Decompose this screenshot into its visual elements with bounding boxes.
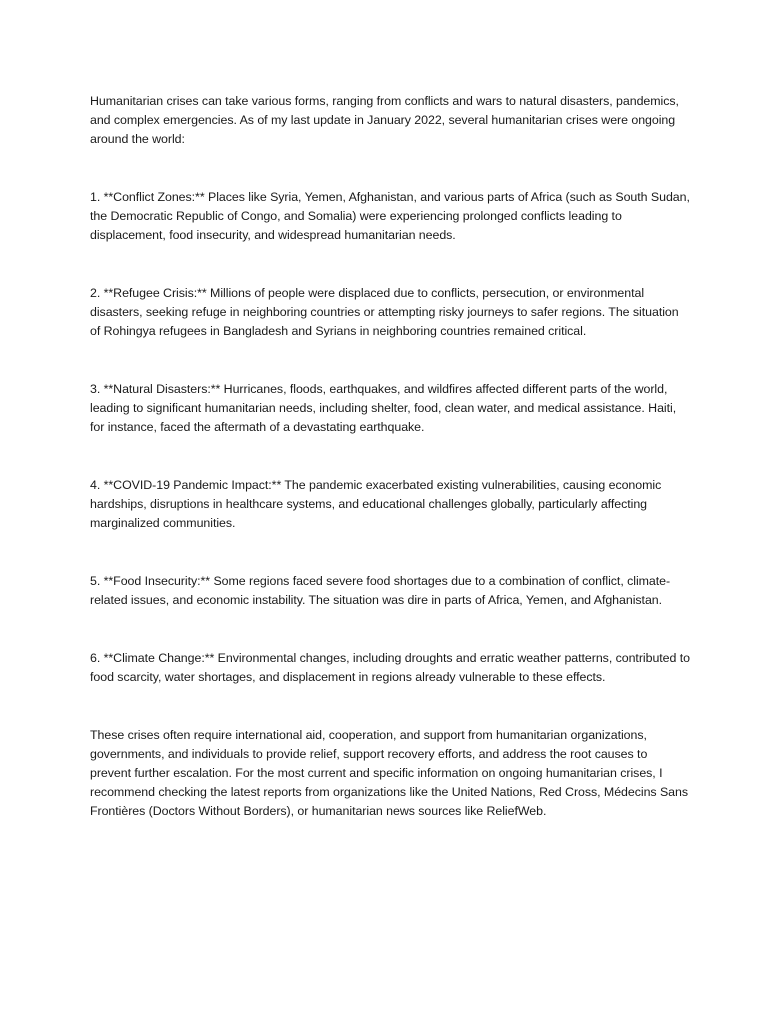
- list-item-climate-change: 6. **Climate Change:** Environmental changes, including droughts and erratic weather patterns, contributed to food scarcity, water shortages, and displacement in regions already vulnerable to these effects.: [90, 650, 690, 684]
- paragraph-gap: [90, 150, 690, 188]
- paragraph-gap: [90, 342, 690, 380]
- list-item-refugee-crisis: 2. **Refugee Crisis:** Millions of people were displaced due to conflicts, persecution, or environmental disasters, seeking refuge in neighboring countries or attempting risky journeys to safer regions. The situation of Rohingya refugees in Bangladesh and Syrians in neighboring countries remained critical.: [90, 286, 679, 339]
- list-item-food-insecurity: 5. **Food Insecurity:** Some regions faced severe food shortages due to a combination of conflict, climate-related issues, and economic instability. The situation was dire in parts of Africa, Yemen, and Afghanistan.: [90, 574, 671, 608]
- paragraph-gap: [90, 610, 690, 648]
- list-item-natural-disasters: 3. **Natural Disasters:** Hurricanes, floods, earthquakes, and wildfires affected different parts of the world, leading to significant humanitarian needs, including shelter, food, clean water, and medical assistance. Haiti, for instance, faced the aftermath of a devastating earthquake.: [90, 382, 677, 435]
- paragraph-gap: [90, 687, 690, 725]
- list-item-covid-impact: 4. **COVID-19 Pandemic Impact:** The pandemic exacerbated existing vulnerabilities, causing economic hardships, disruptions in healthcare systems, and educational challenges globally, particularly affecting marginalized communities.: [90, 478, 662, 531]
- paragraph-gap: [90, 438, 690, 476]
- intro-paragraph: Humanitarian crises can take various forms, ranging from conflicts and wars to natural disasters, pandemics, and complex emergencies. As of my last update in January 2022, several humanitarian crises were ongoing around the world:: [90, 94, 679, 147]
- conclusion-paragraph: These crises often require international aid, cooperation, and support from humanitarian organizations, governments, and individuals to provide relief, support recovery efforts, and address the root causes to prevent further escalation. For the most current and specific information on ongoing humanitarian crises, I recommend checking the latest reports from organizations like the United Nations, Red Cross, Médecins Sans Frontières (Doctors Without Borders), or humanitarian news sources like ReliefWeb.: [90, 727, 688, 819]
- document-page: [90, 92, 690, 822]
- paragraph-gap: [90, 246, 690, 284]
- paragraph-gap: [90, 534, 690, 572]
- list-item-conflict-zones: 1. **Conflict Zones:** Places like Syria, Yemen, Afghanistan, and various parts of Africa (such as South Sudan, the Democratic Republic of Congo, and Somalia) were experiencing prolonged conflicts leading to displacement, food insecurity, and widespread humanitarian needs.: [90, 190, 690, 243]
